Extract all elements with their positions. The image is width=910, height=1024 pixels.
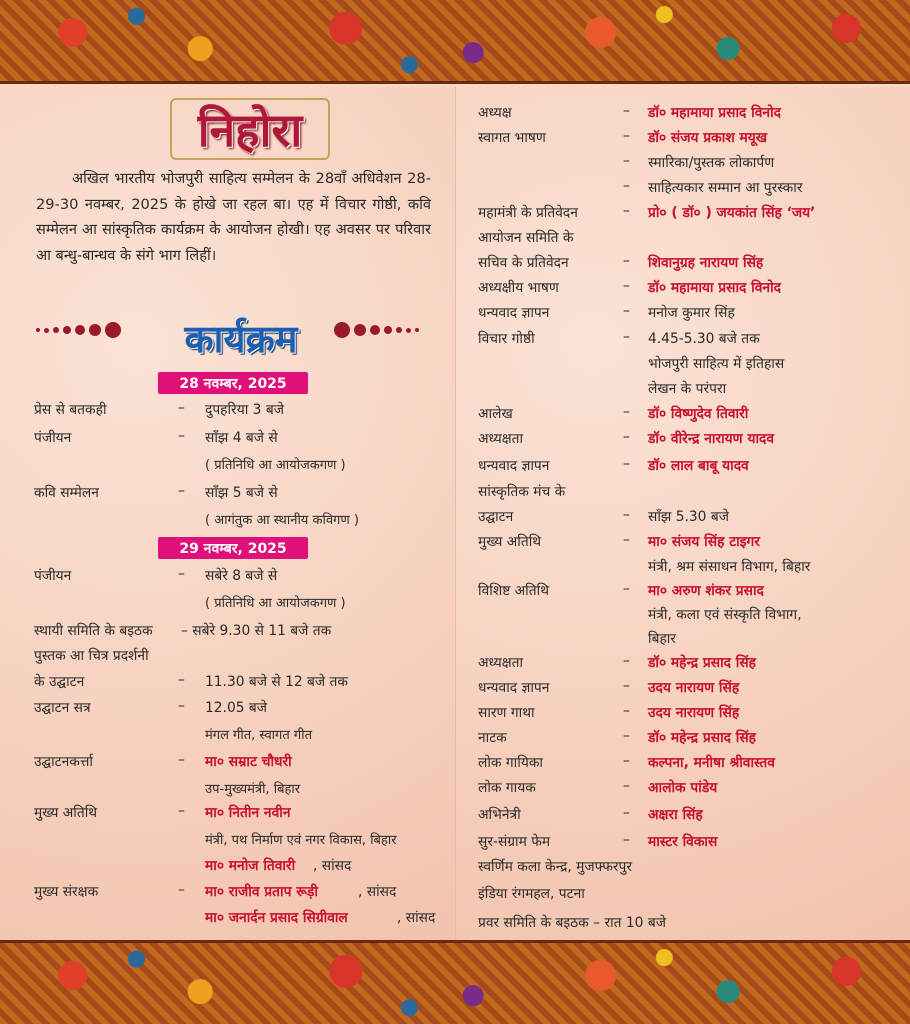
schedule-note-2: बिहार (648, 631, 676, 647)
dash-separator: – (178, 698, 185, 714)
dash-separator: – (623, 329, 630, 345)
schedule-label: धन्यवाद ज्ञापन (478, 680, 550, 696)
dash-separator: – (623, 778, 630, 794)
schedule-label: विशिष्ट अतिथि (478, 583, 550, 599)
dash-separator: – (178, 803, 185, 819)
schedule-note: ( आगंतुक आ स्थानीय कविगण ) (205, 513, 359, 528)
dash-separator: – (623, 203, 630, 219)
schedule-label: उद्घाटन (478, 509, 514, 525)
schedule-value: डॉ० संजय प्रकाश मयूख (648, 130, 768, 146)
schedule-label: अध्यक्षीय भाषण (478, 280, 559, 296)
schedule-value: डॉ० महामाया प्रसाद विनोद (648, 105, 781, 121)
dash-separator: – (623, 753, 630, 769)
schedule-value: साँझ 5.30 बजे (648, 509, 729, 525)
dash-separator: – (623, 404, 630, 420)
schedule-value: स्मारिका/पुस्तक लोकार्पण (648, 155, 775, 171)
dash-separator: – (178, 400, 185, 416)
schedule-label: आयोजन समिति के (478, 230, 574, 246)
dash-separator: – (623, 805, 630, 821)
schedule-note-2: लेखन के परंपरा (648, 381, 727, 397)
schedule-note: ( प्रतिनिधि आ आयोजकगण ) (205, 458, 346, 473)
date-badge-day2: 29 नवम्बर, 2025 (158, 537, 308, 559)
schedule-label: सुर-संग्राम फेम (478, 834, 551, 850)
dash-separator: – (178, 672, 185, 688)
schedule-label: लोक गायिका (478, 755, 543, 771)
dash-separator: – (623, 303, 630, 319)
dash-separator: – (623, 678, 630, 694)
schedule-label: मुख्य अतिथि (478, 534, 542, 550)
schedule-label: अध्यक्ष (478, 105, 512, 121)
schedule-value: उदय नारायण सिंह (648, 705, 740, 721)
value-suffix: , सांसद (358, 884, 397, 900)
dash-separator: – (623, 153, 630, 169)
schedule-note: मंगल गीत, स्वागत गीत (205, 728, 313, 743)
schedule-label: सारण गाथा (478, 705, 535, 721)
schedule-value: प्रो० ( डॉ० ) जयकांत सिंह ‘जय’ (648, 205, 816, 221)
schedule-label: धन्यवाद ज्ञापन (478, 305, 550, 321)
schedule-label: स्वर्णिम कला केन्द्र, मुजफ्फरपुर (478, 859, 632, 875)
schedule-value: 12.05 बजे (205, 700, 267, 716)
dash-separator: – (623, 832, 630, 848)
dash-separator: – (623, 429, 630, 445)
schedule-value: डॉ० लाल बाबू यादव (648, 458, 749, 474)
dash-separator: – (623, 128, 630, 144)
schedule-label: आलेख (478, 406, 513, 422)
dash-separator: – (178, 428, 185, 444)
schedule-label: नाटक (478, 730, 507, 746)
date-badge-day1: 28 नवम्बर, 2025 (158, 372, 308, 394)
schedule-label: इंडिया रंगमहल, पटना (478, 886, 585, 902)
schedule-value: मा० अरुण शंकर प्रसाद (648, 583, 764, 599)
schedule-value: मा० नितीन नवीन (205, 805, 291, 821)
decorative-border-top (0, 0, 910, 84)
dots-left-decoration (36, 322, 121, 338)
schedule-label: स्थायी समिति के बइठक (34, 623, 153, 639)
schedule-value: मा० संजय सिंह टाइगर (648, 534, 760, 550)
dash-separator: – (623, 581, 630, 597)
dash-separator: – (623, 178, 630, 194)
schedule-value: उदय नारायण सिंह (648, 680, 740, 696)
schedule-value: डॉ० विष्णुदेव तिवारी (648, 406, 749, 422)
dash-separator: – (623, 253, 630, 269)
schedule-label: धन्यवाद ज्ञापन (478, 458, 550, 474)
schedule-label: अध्यक्षता (478, 655, 524, 671)
dash-separator: – (623, 653, 630, 669)
schedule-value: 11.30 बजे से 12 बजे तक (205, 674, 348, 690)
schedule-label: लोक गायक (478, 780, 536, 796)
schedule-label: महामंत्री के प्रतिवेदन (478, 205, 578, 221)
schedule-note: ( प्रतिनिधि आ आयोजकगण ) (205, 596, 346, 611)
dash-separator: – (623, 532, 630, 548)
schedule-label: अभिनेत्री (478, 807, 521, 823)
dash-separator: – (623, 456, 630, 472)
schedule-value: अक्षरा सिंह (648, 807, 703, 823)
schedule-extra-name: मा० जनार्दन प्रसाद सिग्रीवाल (205, 910, 348, 926)
intro-paragraph (36, 166, 431, 268)
schedule-label: सचिव के प्रतिवेदन (478, 255, 569, 271)
dots-right-decoration (334, 322, 419, 338)
schedule-label: मुख्य संरक्षक (34, 884, 99, 900)
schedule-label: उद्घाटनकर्त्ता (34, 754, 93, 770)
dash-separator: – (178, 566, 185, 582)
schedule-extra-suffix: , सांसद (397, 910, 436, 926)
schedule-value: मा० सम्राट चौधरी (205, 754, 292, 770)
schedule-value: – सबेरे 9.30 से 11 बजे तक (181, 623, 332, 639)
dash-separator: – (623, 728, 630, 744)
dash-separator: – (623, 278, 630, 294)
schedule-label: अध्यक्षता (478, 431, 524, 447)
dash-separator: – (623, 507, 630, 523)
schedule-label: सांस्कृतिक मंच के (478, 484, 566, 500)
schedule-extra-name: मा० मनोज तिवारी (205, 858, 296, 874)
schedule-label: के उद्घाटन (34, 674, 85, 690)
intro-text: अखिल भारतीय भोजपुरी साहित्य सम्मेलन के 28वाँ अधिवेशन 28-29-30 नवम्बर, 2025 के होखे जा रहल बा। एह में विचार गोष्ठी, कवि सम्मेलन आ सांस्कृतिक कार्यक्रम के आयोजन होखी। एह अवसर पर परिवार आ बन्धु-बान्धव के संगे भाग लिहीं। (36, 170, 431, 264)
schedule-value: सबेरे 8 बजे से (205, 568, 278, 584)
schedule-value: मास्टर विकास (648, 834, 718, 850)
schedule-value: साँझ 4 बजे से (205, 430, 278, 446)
schedule-value: डॉ० महेन्द्र प्रसाद सिंह (648, 730, 757, 746)
schedule-label: कवि सम्मेलन (34, 485, 99, 501)
schedule-label: उद्घाटन सत्र (34, 700, 91, 716)
schedule-label: स्वागत भाषण (478, 130, 546, 146)
schedule-value: साँझ 5 बजे से (205, 485, 278, 501)
schedule-note: मंत्री, कला एवं संस्कृति विभाग, (648, 607, 802, 623)
invitation-title: निहोरा (197, 103, 303, 157)
dash-separator: – (178, 882, 185, 898)
schedule-value: दुपहरिया 3 बजे (205, 402, 284, 418)
schedule-value: मा० राजीव प्रताप रूड़ी (205, 884, 318, 900)
schedule-extra-suffix: , सांसद (313, 858, 352, 874)
schedule-label: पुस्तक आ चित्र प्रदर्शनी (34, 648, 149, 664)
schedule-value: 4.45-5.30 बजे तक (648, 331, 760, 347)
dash-separator: – (178, 483, 185, 499)
schedule-value: मनोज कुमार सिंह (648, 305, 735, 321)
dash-separator: – (623, 703, 630, 719)
schedule-label: मुख्य अतिथि (34, 805, 98, 821)
schedule-note: मंत्री, पथ निर्माण एवं नगर विकास, बिहार (205, 833, 397, 848)
schedule-label: प्रवर समिति के बइठक – रात 10 बजे (478, 915, 666, 931)
schedule-note: उप-मुख्यमंत्री, बिहार (205, 782, 301, 797)
schedule-label: विचार गोष्ठी (478, 331, 535, 347)
schedule-value: डॉ० महामाया प्रसाद विनोद (648, 280, 781, 296)
program-heading: कार्यक्रम (184, 317, 298, 361)
schedule-label: प्रेस से बतकही (34, 402, 107, 418)
schedule-value: शिवानुग्रह नारायण सिंह (648, 255, 764, 271)
title-frame (170, 98, 330, 160)
dash-separator: – (178, 752, 185, 768)
schedule-value: साहित्यकार सम्मान आ पुरस्कार (648, 180, 803, 196)
schedule-label: पंजीयन (34, 430, 72, 446)
schedule-value: आलोक पांडेय (648, 780, 718, 796)
schedule-value: डॉ० वीरेन्द्र नारायण यादव (648, 431, 775, 447)
schedule-label: पंजीयन (34, 568, 72, 584)
schedule-note: भोजपुरी साहित्य में इतिहास (648, 356, 785, 372)
schedule-value: कल्पना, मनीषा श्रीवास्तव (648, 755, 775, 771)
schedule-note: मंत्री, श्रम संसाधन विभाग, बिहार (648, 559, 811, 575)
decorative-border-bottom (0, 940, 910, 1024)
dash-separator: – (623, 103, 630, 119)
schedule-value: डॉ० महेन्द्र प्रसाद सिंह (648, 655, 757, 671)
